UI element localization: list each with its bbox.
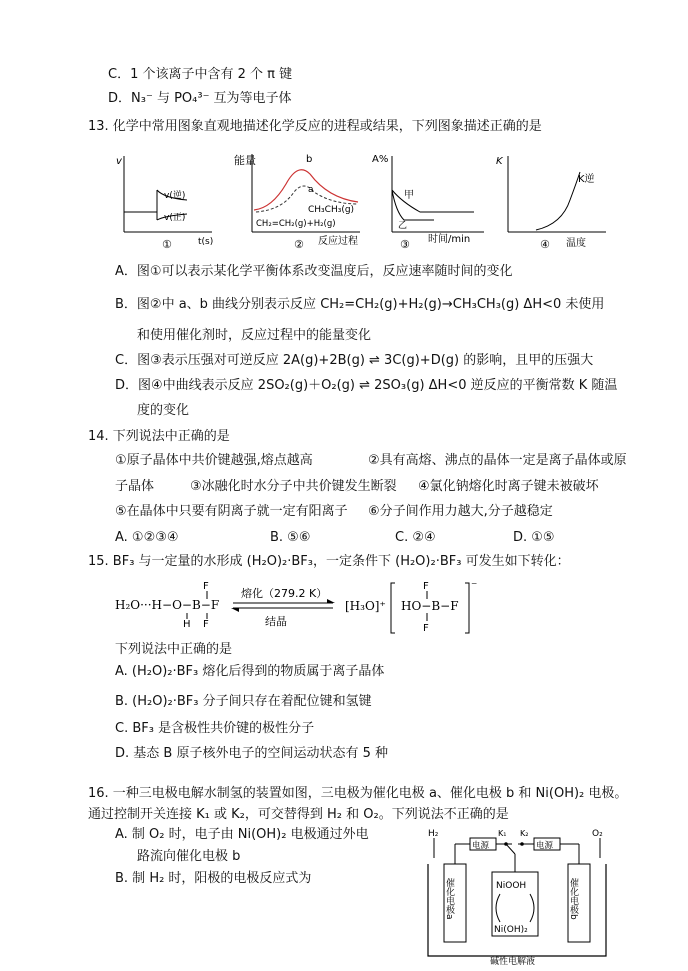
q16-electrode-a: 催化电极a [444,878,454,920]
q15-anion-charge: ⁻ [471,578,478,592]
q13-option-a: A．图①可以表示某化学平衡体系改变温度后，反应速率随时间的变化 [115,264,513,279]
q15-option-b: B. (H₂O)₂·BF₃ 分子间只存在着配位键和氢键 [115,694,372,709]
q16-switch-k1: K₁ [498,829,507,838]
fig3-label-yi: 乙 [398,221,408,231]
q15-stem: 15. BF₃ 与一定量的水形成 (H₂O)₂·BF₃，一定条件下 (H₂O)₂·BF₃ 可发生如下转化： [88,554,570,569]
fig1-xlabel: t(s) [198,237,214,247]
q16-electrolysis-apparatus [420,828,618,966]
q15-hydronium: [H₃O]⁺ [345,599,386,613]
fig1-ylabel: v [116,156,122,167]
q14-option-d: D. ①⑤ [513,530,555,545]
q15-question: 下列说法中正确的是 [115,642,233,657]
q12-option-d: D．N₃⁻ 与 PO₄³⁻ 互为等电子体 [108,91,292,106]
q16-stem-line2: 通过控制开关连接 K₁ 或 K₂，可交替得到 H₂ 和 O₂。下列说法不正确的是 [88,807,509,822]
q15-anion-top-f: F [423,581,429,592]
q16-option-a-line1: A. 制 O₂ 时，电子由 Ni(OH)₂ 电极通过外电 [115,827,369,842]
fig3-ylabel: A% [372,154,389,165]
fig3-xlabel: 时间/min [428,234,471,245]
fig2-curve-a: a [308,185,314,195]
q13-option-c: C．图③表示压强对可逆反应 2A(g)+2B(g) ⇌ 3C(g)+D(g) 的影响，且甲的压强大 [115,353,594,368]
q16-power-source-right: 电源 [536,841,554,851]
figure-2 [234,153,360,250]
q15-anion-bottom-f: F [423,623,429,634]
fig1-reverse-label: v(逆) [164,191,186,201]
q15-crystallize-label: 结晶 [265,615,287,628]
q16-option-a-line2: 路流向催化电极 b [137,849,241,864]
fig2-xlabel: 反应过程 [318,236,358,247]
q16-electrode-b: 催化电极b [568,878,578,920]
q16-switch-k2: K₂ [520,829,529,838]
q15-left-top-f: F [203,581,209,592]
figure-4 [496,156,606,250]
q16-h2-outlet: H₂ [428,829,439,839]
q14-option-c: C. ②④ [395,530,436,545]
q14-option-b: B. ⑤⑥ [270,530,311,545]
fig2-ylabel: 能量 [234,154,256,167]
q16-electrolyte-label: 碱性电解液 [490,957,536,966]
q15-left-h: H [183,619,191,630]
q14-stem: 14. 下列说法中正确的是 [88,429,230,444]
q14-statement-2-cont: 子晶体 [115,479,155,494]
fig4-xlabel: 温度 [566,238,586,249]
q14-statement-5: ⑤在晶体中只要有阴离子就一定有阳离子 [115,504,348,519]
q15-left-bottom-f: F [203,619,209,630]
fig4-curve-label: K逆 [578,174,595,185]
q14-statement-1: ①原子晶体中共价键越强,熔点越高 [115,453,313,468]
q15-anion: HO−B−F [401,599,459,613]
figure-3 [372,154,484,250]
q14-statement-3: ③冰融化时水分子中共价键发生断裂 [190,479,397,494]
fig4-ylabel: K [496,156,503,167]
q15-option-c: C. BF₃ 是含极性共价键的极性分子 [115,721,315,736]
fig2-reactant-label: CH₂=CH₂(g)+H₂(g) [256,219,336,229]
q13-option-d-line1: D．图④中曲线表示反应 2SO₂(g)＋O₂(g) ⇌ 2SO₃(g) ΔH<0 逆反应的平衡常数 K 随温 [115,378,618,393]
fig2-number: ② [294,238,304,250]
q13-figures [112,150,622,250]
q14-statement-6: ⑥分子间作用力越大,分子越稳定 [368,504,553,519]
q16-power-source-left: 电源 [472,841,490,851]
q15-conversion-scheme [115,577,535,639]
q13-option-b-line1: B．图②中 a、b 曲线分别表示反应 CH₂=CH₂(g)+H₂(g)→CH₃CH₃(g) ΔH<0 未使用 [115,297,605,312]
q15-melting-label: 熔化（279.2 K） [241,587,328,600]
fig3-label-jia: 甲 [404,190,414,201]
q13-stem: 13. 化学中常用图象直观地描述化学反应的进程或结果，下列图象描述正确的是 [88,119,542,134]
fig2-product-label: CH₃CH₃(g) [308,205,355,215]
q15-option-a: A. (H₂O)₂·BF₃ 熔化后得到的物质属于离子晶体 [115,664,385,679]
q14-statement-4: ④氯化钠熔化时离子键未被破坏 [418,479,599,494]
fig1-forward-label: v(正) [164,213,186,223]
q14-statement-2: ②具有高熔、沸点的晶体一定是离子晶体或原 [368,453,627,468]
figure-1 [116,156,213,250]
q16-option-b: B. 制 H₂ 时，阳极的电极反应式为 [115,871,312,886]
q16-o2-outlet: O₂ [592,829,603,839]
q15-left-structure: H₂O···H−O−B−F [115,598,220,612]
fig2-curve-b: b [306,154,313,165]
q16-nioh2-label: Ni(OH)₂ [494,925,528,935]
q13-option-b-line2: 和使用催化剂时，反应过程中的能量变化 [137,328,372,343]
q16-stem-line1: 16. 一种三电极电解水制氢的装置如图，三电极为催化电极 a、催化电极 b 和 Ni(OH)₂ 电极。 [88,786,628,801]
fig3-number: ③ [400,238,410,250]
q14-option-a: A. ①②③④ [115,530,179,545]
fig1-number: ① [162,238,172,250]
q13-option-d-line2: 度的变化 [137,403,190,418]
q15-option-d: D. 基态 B 原子核外电子的空间运动状态有 5 种 [115,746,388,761]
fig4-number: ④ [540,238,550,250]
q12-option-c: C．1 个该离子中含有 2 个 π 键 [108,67,293,82]
q16-niooh-label: NiOOH [496,881,527,891]
